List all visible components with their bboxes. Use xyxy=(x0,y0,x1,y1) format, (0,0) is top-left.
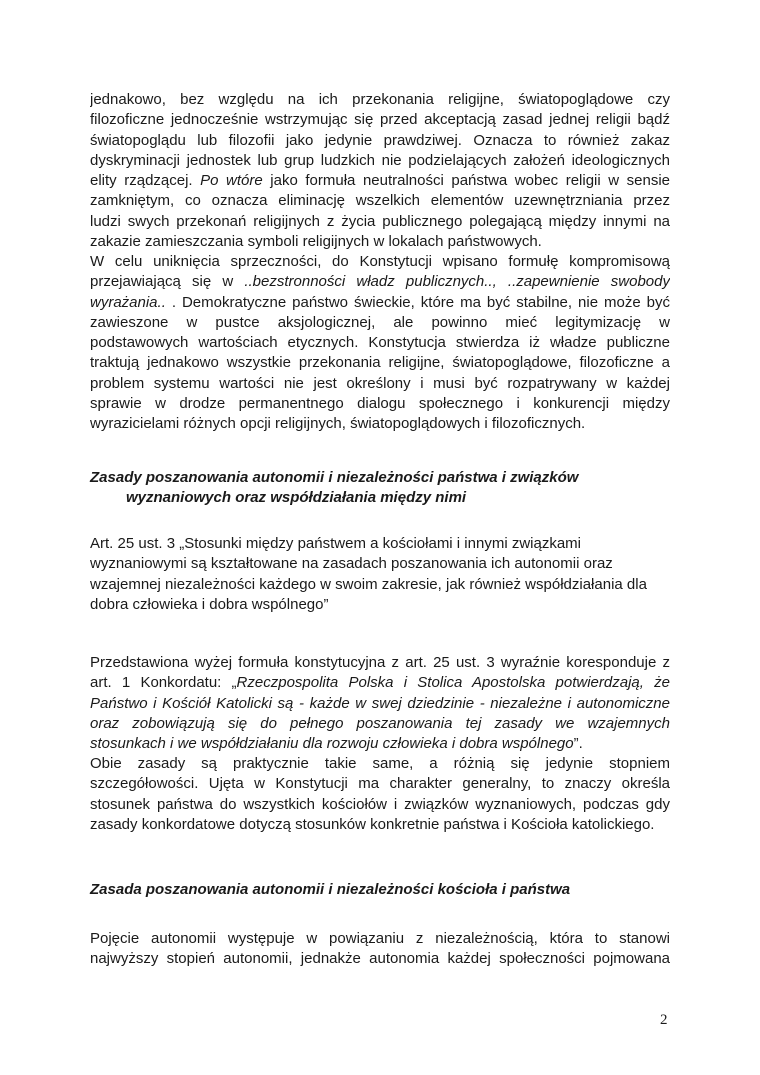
text-line xyxy=(90,673,670,693)
text-span: sprawie w drodze permanentnego dialogu społecznego i konkurencji między xyxy=(90,395,670,413)
text-line xyxy=(90,734,670,754)
text-span: wyznaniowymi są kształtowane na zasadach poszanowania ich autonomii oraz xyxy=(90,555,613,573)
page-number: 2 xyxy=(660,1012,668,1028)
text-span: Zasada poszanowania autonomii i niezależności kościoła i państwa xyxy=(90,881,571,898)
text-span: zawieszone w pustce aksjologicznej, ale powinno mieć legitymizację w xyxy=(90,313,670,331)
text-line xyxy=(90,714,670,734)
text-span: traktują jednakowo wszystkie przekonania religijne, światopoglądowe, filozoficzne a xyxy=(90,354,670,372)
text-span: ”. xyxy=(573,735,583,753)
text-line xyxy=(90,313,670,333)
text-span: dyskryminacji jednostek lub grup ludzkich nie podzielających założeń ideologicznych xyxy=(90,151,670,169)
text-line xyxy=(90,929,670,949)
text-span: jednakowo, bez względu na ich przekonania religijne, światopoglądowe czy xyxy=(90,91,670,108)
text-line xyxy=(90,110,670,130)
text-line xyxy=(90,653,670,673)
paragraph xyxy=(90,90,670,252)
text-span: jako formuła neutralności państwa wobec religii w sensie xyxy=(262,172,670,190)
article-quote xyxy=(90,534,670,615)
text-line xyxy=(90,252,670,272)
text-line xyxy=(90,414,670,434)
italic-text: wyrażania.. xyxy=(90,293,166,311)
text-span: . Demokratyczne państwo świeckie, które ma być stabilne, nie może być xyxy=(165,293,670,311)
text-span: wyznaniowych oraz współdziałania między nimi xyxy=(126,489,467,507)
text-line xyxy=(90,374,670,394)
italic-text: Państwo i Kościół Katolicki są - każde w swej dziedzinie - niezależne i autonomiczne xyxy=(90,694,670,712)
text-line xyxy=(90,468,670,488)
text-span: Zasady poszanowania autonomii i niezależności państwa i związków xyxy=(90,469,579,486)
text-span: wzajemnej niezależności każdego w swoim zakresie, jak również współdziałania dla xyxy=(90,575,647,593)
text-line xyxy=(90,880,670,900)
text-line xyxy=(90,131,670,151)
text-span: Obie zasady są praktycznie takie same, a różnią się jedynie stopniem xyxy=(90,755,670,772)
paragraph xyxy=(90,929,670,970)
text-line xyxy=(90,554,670,574)
text-line xyxy=(90,754,670,774)
paragraph xyxy=(90,252,670,435)
text-span: Pojęcie autonomii występuje w powiązaniu z niezależnością, która to stanowi xyxy=(90,930,670,947)
text-line xyxy=(90,815,670,835)
section-heading xyxy=(90,468,670,509)
text-span: stosunek państwa do wszystkich kościołów i związków wyznaniowych, podczas gdy xyxy=(90,795,670,813)
text-span: filozoficzne jednocześnie wstrzymując się przed akceptacją zasad jednej religii bądź xyxy=(90,111,670,129)
text-span: zakazie zamieszczania symboli religijnych w lokalach państwowych. xyxy=(90,233,542,251)
text-line xyxy=(90,90,670,110)
text-line xyxy=(90,795,670,815)
text-line xyxy=(90,949,670,969)
text-line xyxy=(90,694,670,714)
text-line xyxy=(90,394,670,414)
text-span: wyrazicielami różnych opcji religijnych, światopoglądowych i filozoficznych. xyxy=(90,415,586,433)
paragraph xyxy=(90,754,670,835)
text-line xyxy=(90,595,670,615)
text-span: światopoglądu lub filozofii jako jedynie prawdziwej. Oznacza to również zakaz xyxy=(90,131,670,149)
text-line xyxy=(90,171,670,191)
text-span: art. 1 Konkordatu: „ xyxy=(90,674,237,692)
text-span: Art. 25 ust. 3 „Stosunki między państwem a kościołami i innymi związkami xyxy=(90,535,582,552)
text-span: dobra człowieka i dobra wspólnego” xyxy=(90,595,329,613)
text-line xyxy=(90,151,670,171)
text-span: Przedstawiona wyżej formuła konstytucyjna z art. 25 ust. 3 wyraźnie koresponduje z xyxy=(90,654,670,671)
text-line xyxy=(90,534,670,554)
text-line xyxy=(90,488,670,508)
text-span: problem systemu wartości nie jest określony i musi być rozpatrywany w każdej xyxy=(90,374,670,392)
text-span: podstawowych wartościach etycznych. Konstytucja stwierdza iż władze publiczne xyxy=(90,334,670,352)
paragraph xyxy=(90,653,670,754)
italic-text: Po wtóre xyxy=(200,172,263,190)
text-span: przejawiającą się w xyxy=(90,273,245,291)
italic-text: ..bezstronności władz publicznych.., ..zapewnienie swobody xyxy=(244,273,670,291)
text-span: W celu uniknięcia sprzeczności, do Konstytucji wpisano formułę kompromisową xyxy=(90,253,670,270)
text-line xyxy=(90,333,670,353)
text-line xyxy=(90,353,670,373)
text-line xyxy=(90,293,670,313)
italic-text: Rzeczpospolita Polska i Stolica Apostolska potwierdzają, że xyxy=(236,674,670,692)
text-span: ludzi swych przekonań religijnych z życia publicznego polegającą między innymi na xyxy=(90,212,670,230)
text-span: zasady konkordatowe dotyczą stosunków konkretnie państwa i Kościoła katolickiego. xyxy=(90,815,655,833)
text-line xyxy=(90,774,670,794)
section-heading xyxy=(90,880,670,900)
text-span: elity rządzącej. xyxy=(90,172,201,190)
text-span: najwyższy stopień autonomii, jednakże autonomia każdej społeczności pojmowana xyxy=(90,950,670,968)
italic-text: oraz zobowiązują się do pełnego poszanowania tej zasady we wzajemnych xyxy=(90,714,670,732)
text-span: szczegółowości. Ujęta w Konstytucji ma charakter generalny, to znaczy określa xyxy=(90,775,670,793)
text-line xyxy=(90,191,670,211)
text-span: zamkniętym, co oznacza eliminację wszelkich elementów uzewnętrzniania przez xyxy=(90,192,670,210)
text-line xyxy=(90,212,670,232)
text-line xyxy=(90,575,670,595)
text-line xyxy=(90,272,670,292)
italic-text: stosunkach i we współdziałaniu dla rozwoju człowieka i dobra wspólnego xyxy=(90,735,574,753)
text-line xyxy=(90,232,670,252)
